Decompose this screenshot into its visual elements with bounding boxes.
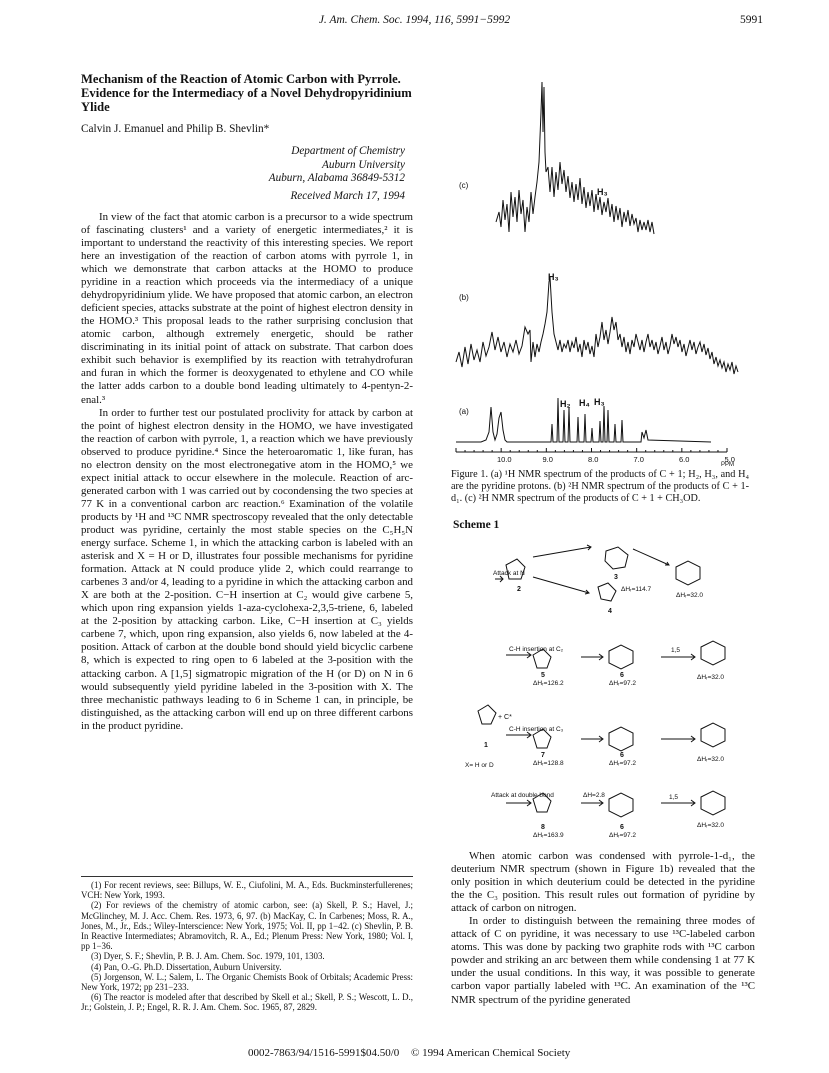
structure-ring [609,727,633,751]
structure-ring [609,645,633,669]
journal-header: J. Am. Chem. Soc. 1994, 116, 5991−5992 [318,14,511,26]
reaction-arrow [581,736,603,742]
reference-item: (2) For reviews of the chemistry of atomic carbon, see: (a) Skell, P. S.; Havel, J.; McGlinchey, M. J. Acc. Chem. Res. 1973, 6, 97. (b) MacKay, C. In Carbenes; Moss, R. A., Jones, M., Jr., Eds.; Wiley-Interscience: New York, 1975; Vol. II, pp 1−42. (c) Shevlin, P. B. In Reactive Intermediates; Abramovitch, R. A., Ed.; Plenum Press: New York, 1980; Vol. I, pp 1−36. [81,900,413,952]
article-title: Mechanism of the Reaction of Atomic Carbon with Pyrrole. Evidence for the Intermediacy of a Novel Dehydropyridinium Ylide [81,72,412,114]
reaction-arrow [533,577,589,594]
compound-number: 4 [608,608,612,615]
body-paragraph: In order to distinguish between the remaining three modes of attack of C on pyridine, it was necessary to use ¹³C-labeled carbon atoms. This was done by packing two graphite rods with ¹³C carbon powder and striking an arc between them while condensing 1 at 77 K under the usual conditions. In this way, it was possible to generate carbon vapor partially labeled with ¹³C. An examination of the ¹³C NMR spectrum of the pyridine generated [451,915,755,1006]
arrow-label: 1,5 [671,647,681,654]
references [81,876,413,1013]
structure-ring [701,723,725,747]
affiliation [81,145,413,186]
peak-label: H₄ [579,398,590,408]
energy-label: ΔH=2.8 [583,792,605,799]
compound-number: 8 [541,824,545,831]
compound-number: 1 [484,742,488,749]
spectrum-trace-b [456,277,738,374]
figure-1-nmr-spectra [451,72,761,467]
peak-label: H₃ [597,187,608,197]
compound-number: 5 [541,672,545,679]
scheme-1-title: Scheme 1 [453,519,500,531]
compound-number: 7 [541,752,545,759]
reagent-label: + C* [498,714,512,721]
reaction-arrow [506,800,531,806]
reaction-arrow [581,800,603,806]
affiliation-university: Auburn University [322,158,405,171]
compound-number: 6 [620,752,624,759]
x-note: X= H or D [465,762,494,769]
axis-tick-label: 6.0 [679,455,690,464]
axis-tick-label: 5.0 [724,455,735,464]
reaction-arrow [581,654,603,660]
compound-number: 6 [620,824,624,831]
received-date: Received March 17, 1994 [290,189,405,202]
arrow-label: C-H insertion at C₃ [509,726,564,733]
arrow-label: 1,5 [669,794,679,801]
structure-ring [605,547,628,569]
arrow-label: C-H insertion at C₂ [509,646,564,653]
axis-tick-label: 7.0 [633,455,644,464]
energy-label: ΔHᵣ=32.0 [697,822,725,829]
energy-label: ΔHᵣ=126.2 [533,680,564,687]
reference-item: (6) The reactor is modeled after that described by Skell et al.; Skell, P. S.; Wescott, L. D., Jr.; Golstein, J. P.; Engel, R. R. J. Am. Chem. Soc. 1965, 87, 2829. [81,992,413,1013]
body-paragraph: When atomic carbon was condensed with pyrrole-1-d₁, the deuterium NMR spectrum (shown in Figure 1b) revealed that the only position in which deuterium could be detected in the pyridine the the C₃ position. This result rules out formation of pyridine by attack of carbon on nitrogen. [451,850,755,915]
authors: Calvin J. Emanuel and Philip B. Shevlin* [81,123,270,135]
reaction-arrow [533,545,591,557]
structure-ring [701,791,725,815]
energy-label: ΔHᵣ=128.8 [533,760,564,767]
footer-code: 0002-7863/94/1516-5991$04.50/0 [248,1047,400,1059]
affiliation-address: Auburn, Alabama 36849-5312 [268,172,405,185]
peak-label: H₃ [548,272,559,282]
structure-ring [701,641,725,665]
arrow-label: Attack at N [493,570,525,577]
structure-ring [676,561,700,585]
page-number: 5991 [740,14,763,26]
compound-number: 2 [517,586,521,593]
structure-ring [598,583,616,601]
reaction-arrow [633,549,669,565]
trace-label-a: (a) [459,407,469,416]
structure-ring [609,793,633,817]
affiliation-department: Department of Chemistry [291,145,405,158]
peak-label: H₃ [594,397,605,407]
energy-label: ΔHᵣ=114.7 [621,586,652,593]
scheme-1-diagram [451,535,761,850]
compound-number: 6 [620,672,624,679]
trace-label-c: (c) [459,181,469,190]
axis-tick-label: 9.0 [542,455,553,464]
peak-label: H₂ [560,399,571,409]
reaction-arrow [661,654,695,660]
axis-unit-label: PPM [721,462,735,467]
reference-item: (3) Dyer, S. F.; Shevlin, P. B. J. Am. Chem. Soc. 1979, 101, 1303. [91,951,325,962]
reference-item: (1) For recent reviews, see: Billups, W. E., Ciufolini, M. A., Eds. Buckminsterfullerenes; VCH: New York, 1993. [81,880,413,901]
left-column [81,72,413,733]
structure-ring [478,705,496,724]
spectrum-trace-c [496,82,654,234]
energy-label: ΔHᵣ=32.0 [676,592,704,599]
energy-label: ΔHᵣ=32.0 [697,674,725,681]
axis-tick-label: 8.0 [588,455,599,464]
energy-label: ΔHᵣ=32.0 [697,756,725,763]
reference-item: (4) Pan, O.-G. Ph.D. Dissertation, Auburn University. [91,961,282,972]
compound-number: 3 [614,574,618,581]
axis-tick-label: 10.0 [497,455,512,464]
arrow-label: Attack at double bond [491,792,554,799]
energy-label: ΔHᵣ=97.2 [609,680,637,687]
energy-label: ΔHᵣ=163.9 [533,832,564,839]
trace-label-b: (b) [459,293,469,302]
right-column-text [451,850,755,1007]
energy-label: ΔHᵣ=97.2 [609,760,637,767]
body-paragraph: In view of the fact that atomic carbon is a precursor to a wide spectrum of fascinating clusters¹ and a variety of energetic intermediates,² it is important to understand the reactivity of this interesting species. We report here an investigation of the reaction of carbon atoms with pyrrole 1, in which we demonstrate that carbon attacks at the HOMO to produce pyridine in a reaction which proceeds via the intermediacy of a unique dehydropyridinium ylide. We have proposed that atomic carbon, an electron deficient species, attacks substrate at the point of highest electron density in the HOMO.³ This proposal leads to the rather surprising conclusion that atomic carbon, although extremely energetic, should be rather discriminating in its initial point of attack on substrate. That carbon does exhibit such behavior is exemplified by its reaction with tetrahydrofuran and furan in which the former is deoxygenated to ethylene and CO while the latter adds carbon to a double bond leading ultimately to 4-pentyn-2-enal.³ [81,210,413,406]
reference-item: (5) Jorgenson, W. L.; Salem, L. The Organic Chemists Book of Orbitals; Academic Press: New York, 1972; pp 231−233. [81,971,413,993]
footer-copyright: © 1994 American Chemical Society [411,1047,571,1059]
energy-label: ΔHᵣ=97.2 [609,832,637,839]
figure-1-caption: Figure 1. (a) ¹H NMR spectrum of the products of C + 1; H₂, H₃, and H₄ are the pyridine protons. (b) ²H NMR spectrum of the products of C + 1-d₁. (c) ²H NMR spectrum of the products of C + 1 + CH₃OD. [451,469,749,505]
body-paragraph: In order to further test our postulated proclivity for attack by carbon at the point of highest electron density in the HOMO, we have investigated the reaction of carbon with pyrrole, 1, a reaction which we have previously observed to produce pyridine.⁴ Since the heteroaromatic 1, like furan, has no electron density on the most electronegative atom in the HOMO,⁵ we expect initial attack to occur elsewhere in the molecule. Reaction of arc-generated carbon with 1 was carried out by cocondensing the two species at 77 K in a conventional carbon arc reaction.⁶ Examination of the volatile products by ¹H and ¹³C NMR spectroscopy revealed that the only detectable product was pyridine, certainly the most stable species on the C₅H₅N energy surface. Scheme 1, in which the attacking carbon is labeled with an asterisk and X = H or D, illustrates four possible mechanisms for pyridine formation. Attack at N could produce ylide 2, which could rearrange to carbenes 3 and/or 4, leading to a pyridine in which the attacking carbon and X are both at the 2-position. C−H insertion at C₂ would give carbene 5, which upon ring expansion yields 1-aza-cyclohexa-2,3,5-triene, 6, labeled at the 2-position by attacking carbon. Like, C−H insertion at C₃ yields carbene 7, which, upon ring expansion, also yields 6, now labeled at the 4-position. Attack of carbon at the double bond should yield bicyclic carbene 8, which is expected to ring open to 6 labeled at the 3-position with the attacking carbon. A [1,5] sigmatropic migration of the H (or D) on N in 6 would subsequently yield pyridine labeled in the 3-position with X. The three mechanistic pathways leading to 6 in Scheme 1 can, in principle, be distinguished, as the attacking carbon will end up on three different carbons in the product pyridine. [81,406,413,732]
reaction-arrow [661,736,695,742]
